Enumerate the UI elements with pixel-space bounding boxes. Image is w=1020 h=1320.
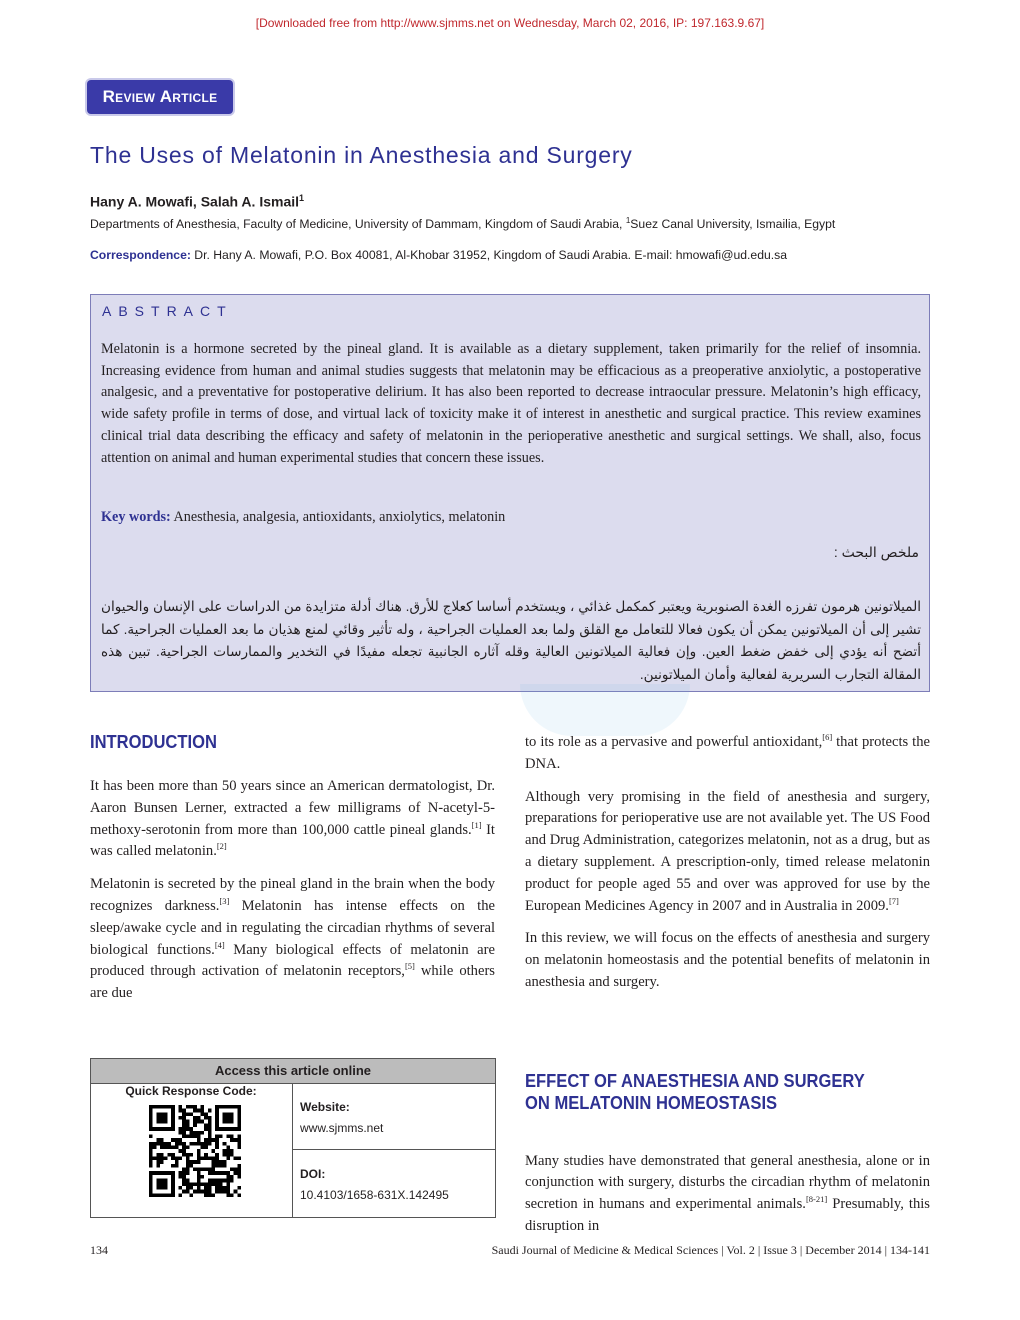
keywords-text: Anesthesia, analgesia, antioxidants, anxiolytics, melatonin — [170, 509, 506, 525]
keywords-label: Key words: — [101, 509, 171, 525]
text: while others are due — [90, 963, 495, 1002]
access-article-box — [90, 1058, 496, 1218]
text: Although very promising in the field of anesthesia and surgery, preparations for perioperative use are not available yet. The US Food and Drug Administration, categorizes melatonin, not as a drug, but as a dietary supplement. A prescription-only, timed release melatonin product for people aged 55 and over was approved for use by the European Medicines Agency in 2007 and in Australia in 2009. — [525, 788, 930, 914]
citation-ref[interactable]: [8-21] — [805, 1194, 828, 1205]
page-number: 134 — [90, 1243, 108, 1257]
section-heading-line2: ON MELATONIN HOMEOSTASIS — [525, 1093, 778, 1113]
citation-ref[interactable]: [2] — [216, 841, 227, 852]
qr-code-icon[interactable] — [149, 1105, 241, 1197]
website-label: Website: — [300, 1100, 350, 1114]
arabic-abstract-body: الميلاتونين هرمون تفرزه الغدة الصنوبرية ويعتبر كمكمل غذائي ، ويستخدم أساسا كعلاج للأرق. هناك أدلة متزايدة من الدراسات على الإنسان والحيوان تشير إلى أن الميلاتونين يمكن أن يكون فعالا للتعامل مع القلق ولما بعد العمليات الجراحية ، وله تأثير وقائي لمنع هذيان ما بعد العمليات الجراحية. كما أتضح أنه يؤدي إلى خفض ضغط العين. وإن فعالية الميلاتونين العالية وقله آثاره الجانبية تجعله مفيدًا في التخدير والممارسات الجراحية. تبين هذه المقالة التجارب السريرية لفعالية وأمان الميلاتونين. — [101, 599, 921, 682]
journal-citation: Saudi Journal of Medicine & Medical Sciences | Vol. 2 | Issue 3 | December 2014 | 134-141 — [491, 1243, 930, 1257]
text: that protects the DNA. — [525, 734, 930, 772]
text: It was called melatonin. — [90, 821, 495, 860]
citation-ref[interactable]: [3] — [219, 896, 230, 907]
correspondence-label: Correspondence: — [90, 248, 191, 262]
citation-ref[interactable]: [1] — [471, 819, 482, 830]
correspondence-text: Dr. Hany A. Mowafi, P.O. Box 40081, Al-Khobar 31952, Kingdom of Saudi Arabia. E-mail: hmowafi@ud.edu.sa — [190, 248, 788, 262]
right-paragraph-3: In this review, we will focus on the effects of anesthesia and surgery on melatonin homeostasis and the potential benefits of melatonin in anesthesia and surgery. — [525, 930, 930, 990]
authors — [90, 193, 304, 210]
affiliation-part1: Departments of Anesthesia, Faculty of Medicine, University of Dammam, Kingdom of Saudi Arabia, — [90, 217, 626, 232]
access-box-title: Access this article online — [91, 1059, 495, 1083]
arabic-abstract-heading: ملخص البحث : — [833, 544, 919, 560]
download-banner: [Downloaded free from http://www.sjmms.net on Wednesday, March 02, 2016, IP: 197.163.9.67] — [255, 16, 765, 30]
text: Presumably, this disruption in — [525, 1196, 930, 1234]
abstract-body: Melatonin is a hormone secreted by the pineal gland. It is available as a dietary supplement, taken primarily for the relief of insomnia. Increasing evidence from human and animal studies suggests that melatonin may be efficacious as a preoperative anxiolytic, a postoperative analgesic, and a preventative for postoperative delirium. It has also been reported to decrease intraocular pressure. Melatonin’s high efficacy, wide safety profile in terms of dose, and virtual lack of toxicity make it of interest in anesthetic and surgical practice. This review examines clinical trial data describing the efficacy and safety of melatonin in the perioperative anesthetic and surgical settings. We shall, also, focus attention on animal and human experimental studies that concern these issues. — [101, 341, 921, 466]
author-names: Hany A. Mowafi, Salah A. Ismail — [90, 193, 300, 210]
right-column-continued — [525, 1136, 930, 1252]
text: It has been more than 50 years since an American dermatologist, Dr. Aaron Bunsen Lerner, extracted a few milligrams of N-acetyl-5-methoxy-serotonin from more than 100,000 cattle pineal glands. — [90, 778, 495, 838]
intro-paragraph-1 — [90, 776, 495, 863]
section-heading-line1: EFFECT OF ANAESTHESIA AND SURGERY — [525, 1071, 865, 1091]
citation-ref[interactable]: [7] — [888, 895, 899, 906]
right-paragraph-2 — [525, 787, 930, 918]
article-title: The Uses of Melatonin in Anesthesia and Surgery — [90, 142, 633, 168]
right-paragraph-1 — [525, 732, 930, 776]
text: Many studies have demonstrated that general anesthesia, alone or in conjunction with surgery, disturbs the circadian rhythm of melatonin secretion in humans and experimental animals. — [525, 1152, 930, 1213]
doi-label: DOI: — [300, 1167, 326, 1181]
website-link[interactable]: www.sjmms.net — [300, 1121, 384, 1135]
abstract-box — [90, 294, 930, 692]
section-heading-effect — [525, 1070, 865, 1114]
citation-ref[interactable]: [4] — [214, 939, 225, 950]
watermark-logo — [520, 684, 690, 736]
doi-link[interactable]: 10.4103/1658-631X.142495 — [300, 1188, 449, 1202]
abstract-heading: ABSTRACT — [102, 303, 233, 319]
right-paragraph-4 — [525, 1151, 930, 1238]
qr-code-label: Quick Response Code: — [125, 1084, 257, 1098]
intro-paragraph-2 — [90, 874, 495, 1005]
affiliation-sup: 1 — [625, 216, 631, 225]
correspondence — [90, 248, 787, 262]
divider — [293, 1149, 495, 1150]
author-affil-sup: 1 — [299, 193, 305, 203]
article-type-badge: Review Article — [87, 80, 233, 114]
keywords — [101, 509, 921, 526]
text: Many biological effects of melatonin are produced through activation of melatonin receptors, — [90, 941, 495, 980]
text: to its role as a pervasive and powerful antioxidant, — [525, 734, 823, 750]
affiliation — [90, 216, 835, 231]
introduction-heading: INTRODUCTION — [90, 732, 217, 752]
citation-ref[interactable]: [6] — [822, 732, 833, 743]
citation-ref[interactable]: [5] — [404, 961, 415, 972]
text: Melatonin has intense effects on the sleep/awake cycle and in regulating the circadian rhythms of several biological functions. — [90, 897, 495, 958]
right-column — [525, 732, 930, 1005]
text: Melatonin is secreted by the pineal gland in the brain when the body recognizes darkness. — [90, 876, 495, 914]
left-column — [90, 776, 495, 1016]
divider — [292, 1083, 293, 1217]
affiliation-part2: Suez Canal University, Ismailia, Egypt — [630, 217, 836, 232]
